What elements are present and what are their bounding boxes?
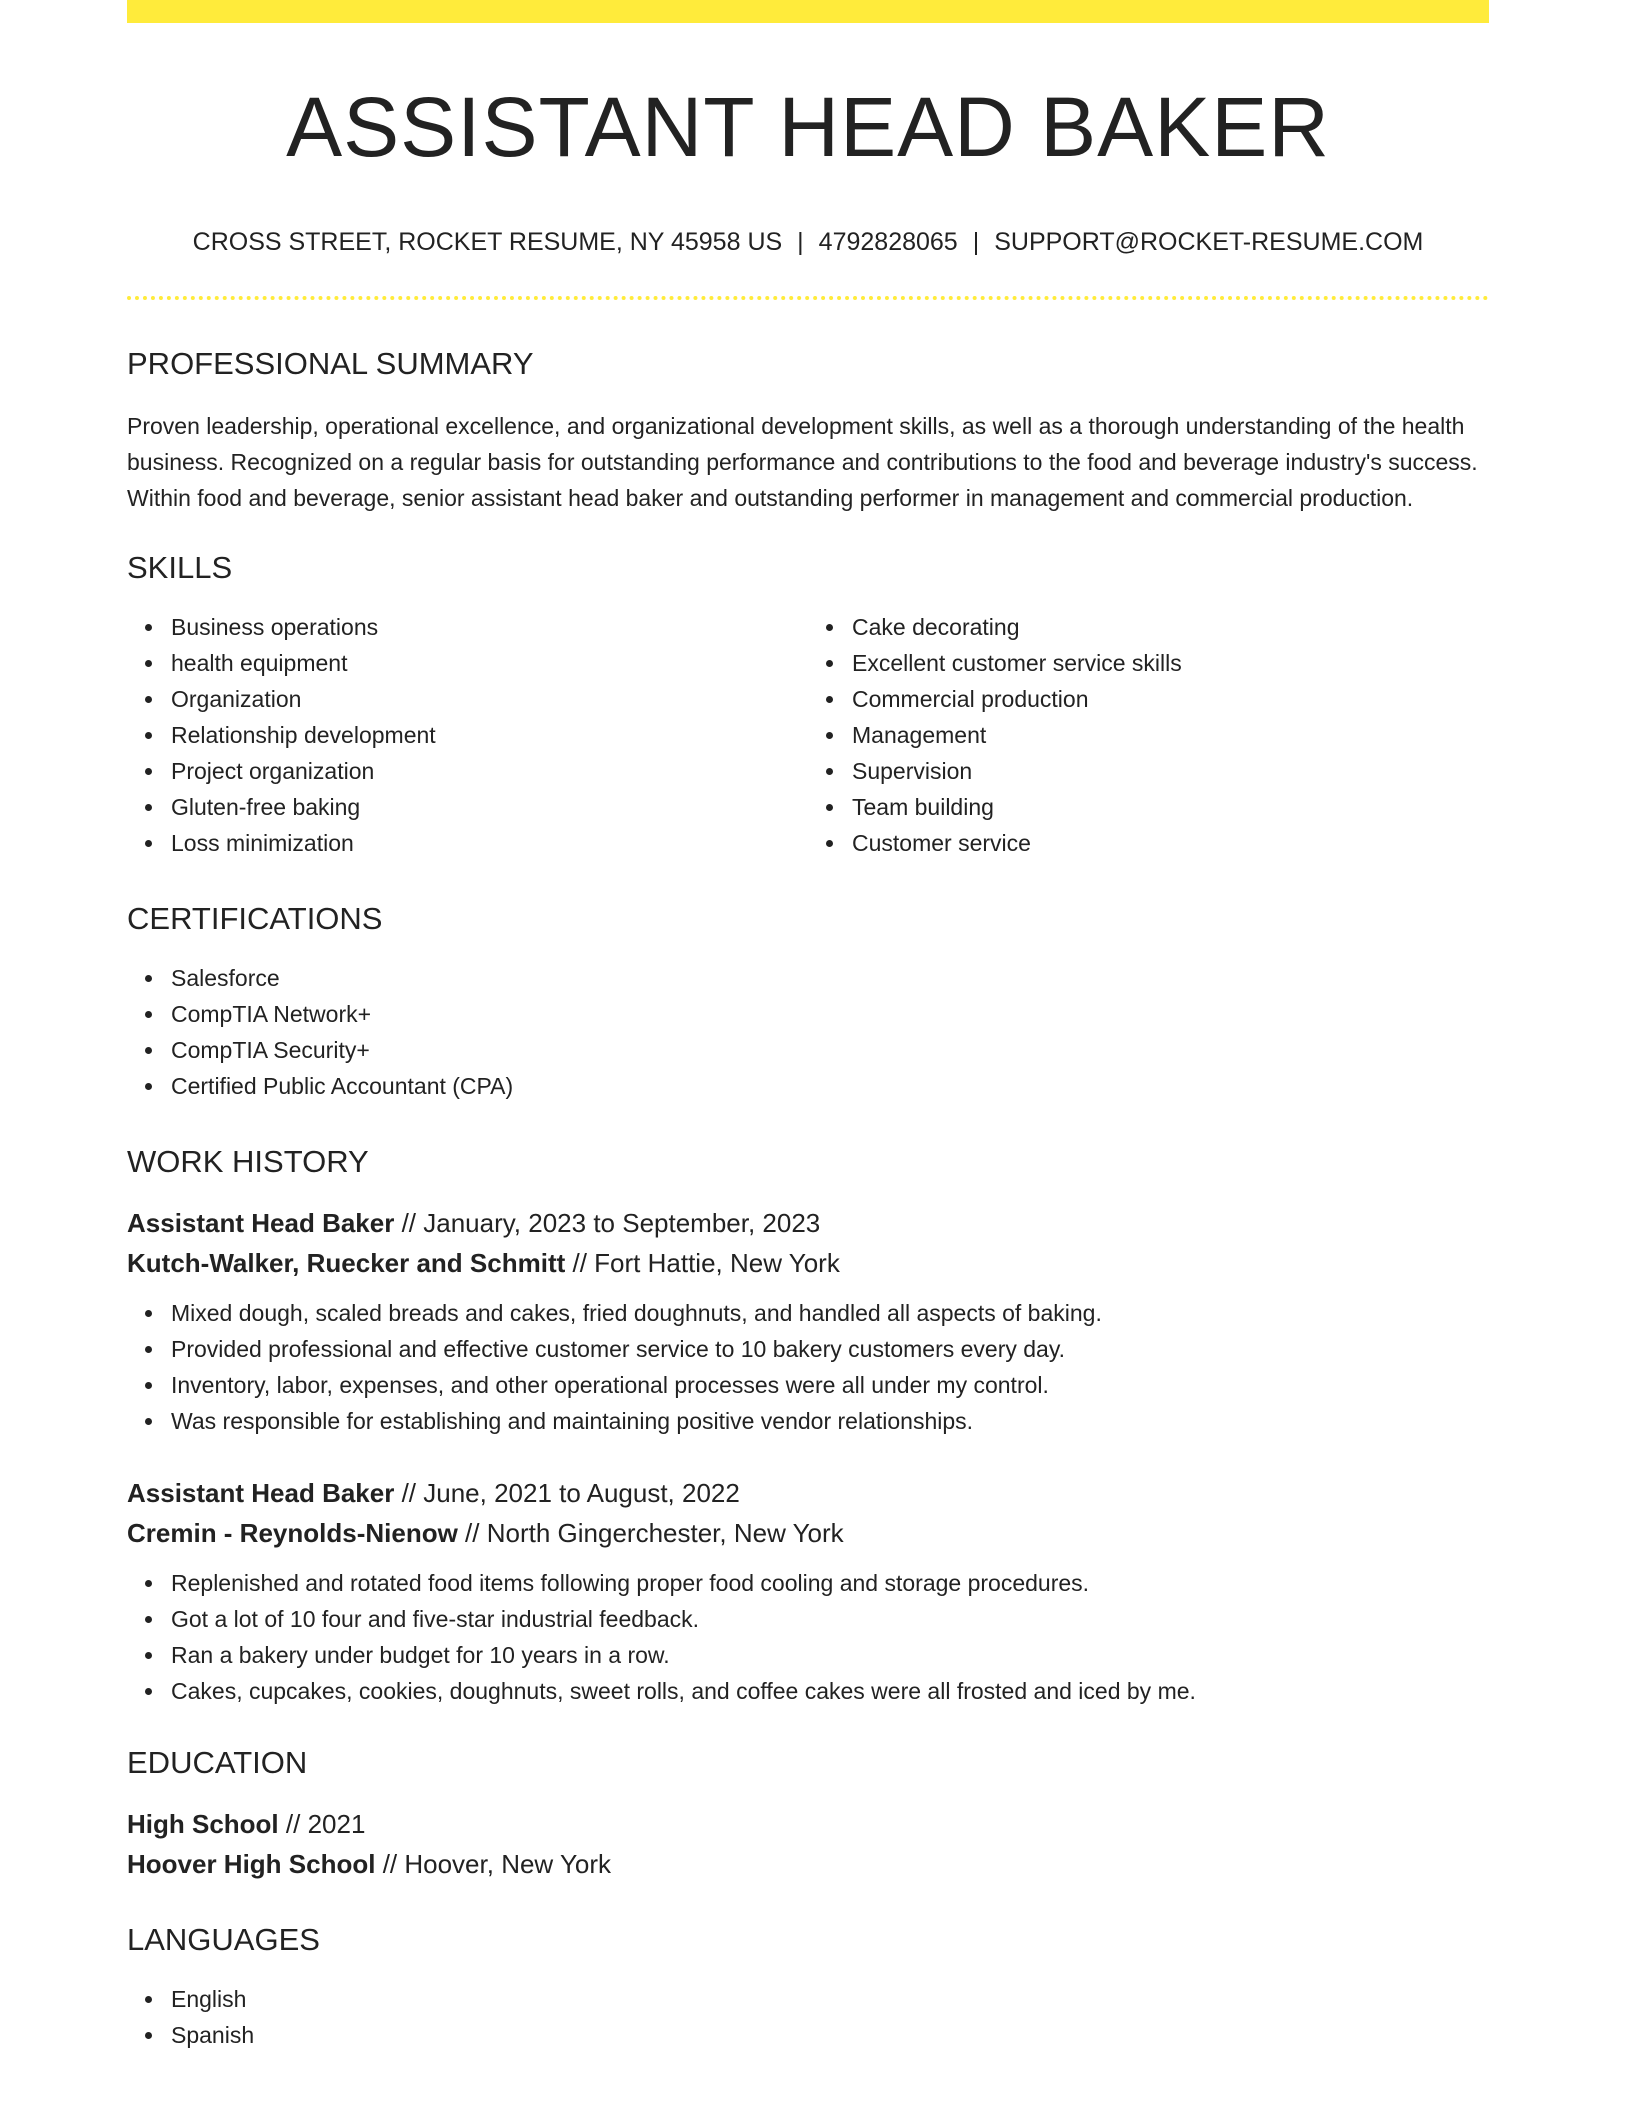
job-bullet: Was responsible for establishing and maintaining positive vendor relationships. [171,1403,1489,1439]
resume-name: ASSISTANT HEAD BAKER [286,80,1330,174]
work-history-heading: WORK HISTORY [127,1144,369,1179]
skill-item: Customer service [852,825,1489,861]
education-degree: High School [127,1809,279,1839]
resume-page [127,0,1489,2053]
job-company: Kutch-Walker, Ruecker and Schmitt [127,1248,566,1278]
job-company-line [127,1513,1489,1553]
education-degree-line [127,1804,1489,1844]
job-dates: // January, 2023 to September, 2023 [394,1208,821,1238]
skill-item: Team building [852,789,1489,825]
job-company: Cremin - Reynolds-Nienow [127,1518,458,1548]
education-section [127,1747,1489,1884]
education-year: // 2021 [278,1809,366,1839]
job-title-line [127,1203,1489,1243]
certifications-heading: CERTIFICATIONS [127,901,383,936]
job-dates: // June, 2021 to August, 2022 [394,1478,740,1508]
job-title-line [127,1473,1489,1513]
job-bullet: Inventory, labor, expenses, and other operational processes were all under my control. [171,1367,1489,1403]
skill-item: Project organization [171,753,808,789]
skills-right-list [808,609,1489,861]
job-role: Assistant Head Baker [127,1208,395,1238]
contact-line [127,227,1489,257]
skills-left-list [127,609,808,861]
education-location: // Hoover, New York [375,1849,612,1879]
contact-phone: 4792828065 [818,228,958,256]
job-bullet: Replenished and rotated food items following proper food cooling and storage procedures. [171,1565,1489,1601]
contact-email: SUPPORT@ROCKET-RESUME.COM [994,228,1424,256]
certification-item: Salesforce [171,960,1489,996]
languages-list [127,1981,1489,2053]
job-bullet: Cakes, cupcakes, cookies, doughnuts, sweet rolls, and coffee cakes were all frosted and iced by me. [171,1673,1489,1709]
skills-section [127,552,1489,861]
job-bullet: Got a lot of 10 four and five-star industrial feedback. [171,1601,1489,1637]
languages-heading: LANGUAGES [127,1922,320,1957]
contact-address: CROSS STREET, ROCKET RESUME, NY 45958 US [192,228,783,256]
skill-item: Cake decorating [852,609,1489,645]
summary-section [127,348,1489,516]
skill-item: Excellent customer service skills [852,645,1489,681]
skill-item: Gluten-free baking [171,789,808,825]
summary-heading: PROFESSIONAL SUMMARY [127,346,534,381]
education-school-line [127,1844,1489,1884]
language-item: Spanish [171,2017,1489,2053]
skill-item: Supervision [852,753,1489,789]
accent-top-bar [127,0,1489,23]
education-school: Hoover High School [127,1849,376,1879]
skill-item: health equipment [171,645,808,681]
job-role: Assistant Head Baker [127,1478,395,1508]
contact-separator: | [797,228,804,256]
language-item: English [171,1981,1489,2017]
skills-grid [127,609,1489,861]
languages-section [127,1924,1489,2053]
job-bullet: Provided professional and effective customer service to 10 bakery customers every day. [171,1331,1489,1367]
job-bullets [127,1295,1489,1439]
dotted-divider [127,296,1489,300]
contact-separator: | [972,228,980,256]
job-bullets [127,1565,1489,1709]
education-heading: EDUCATION [127,1745,308,1780]
work-history-section [127,1146,1489,1709]
skill-item: Business operations [171,609,808,645]
skill-item: Management [852,717,1489,753]
skills-heading: SKILLS [127,550,233,585]
summary-text: Proven leadership, operational excellence, and organizational development skills, as well as a thorough understanding of the health business. Recognized on a regular basis for outstanding performance and contributions to the food and beverage industry's success. Within food and beverage, senior assistant head baker and outstanding performer in management and commercial production. [127,413,1478,511]
certifications-section [127,903,1489,1104]
job-bullet: Ran a bakery under budget for 10 years in a row. [171,1637,1489,1673]
skill-item: Relationship development [171,717,808,753]
job-company-line [127,1243,1489,1283]
certification-item: CompTIA Network+ [171,996,1489,1032]
skill-item: Loss minimization [171,825,808,861]
skill-item: Commercial production [852,681,1489,717]
certification-item: Certified Public Accountant (CPA) [171,1068,1489,1104]
certifications-list [127,960,1489,1104]
job-bullet: Mixed dough, scaled breads and cakes, fried doughnuts, and handled all aspects of baking. [171,1295,1489,1331]
certification-item: CompTIA Security+ [171,1032,1489,1068]
skill-item: Organization [171,681,808,717]
job-location: // Fort Hattie, New York [565,1248,840,1278]
job-location: // North Gingerchester, New York [457,1518,844,1548]
